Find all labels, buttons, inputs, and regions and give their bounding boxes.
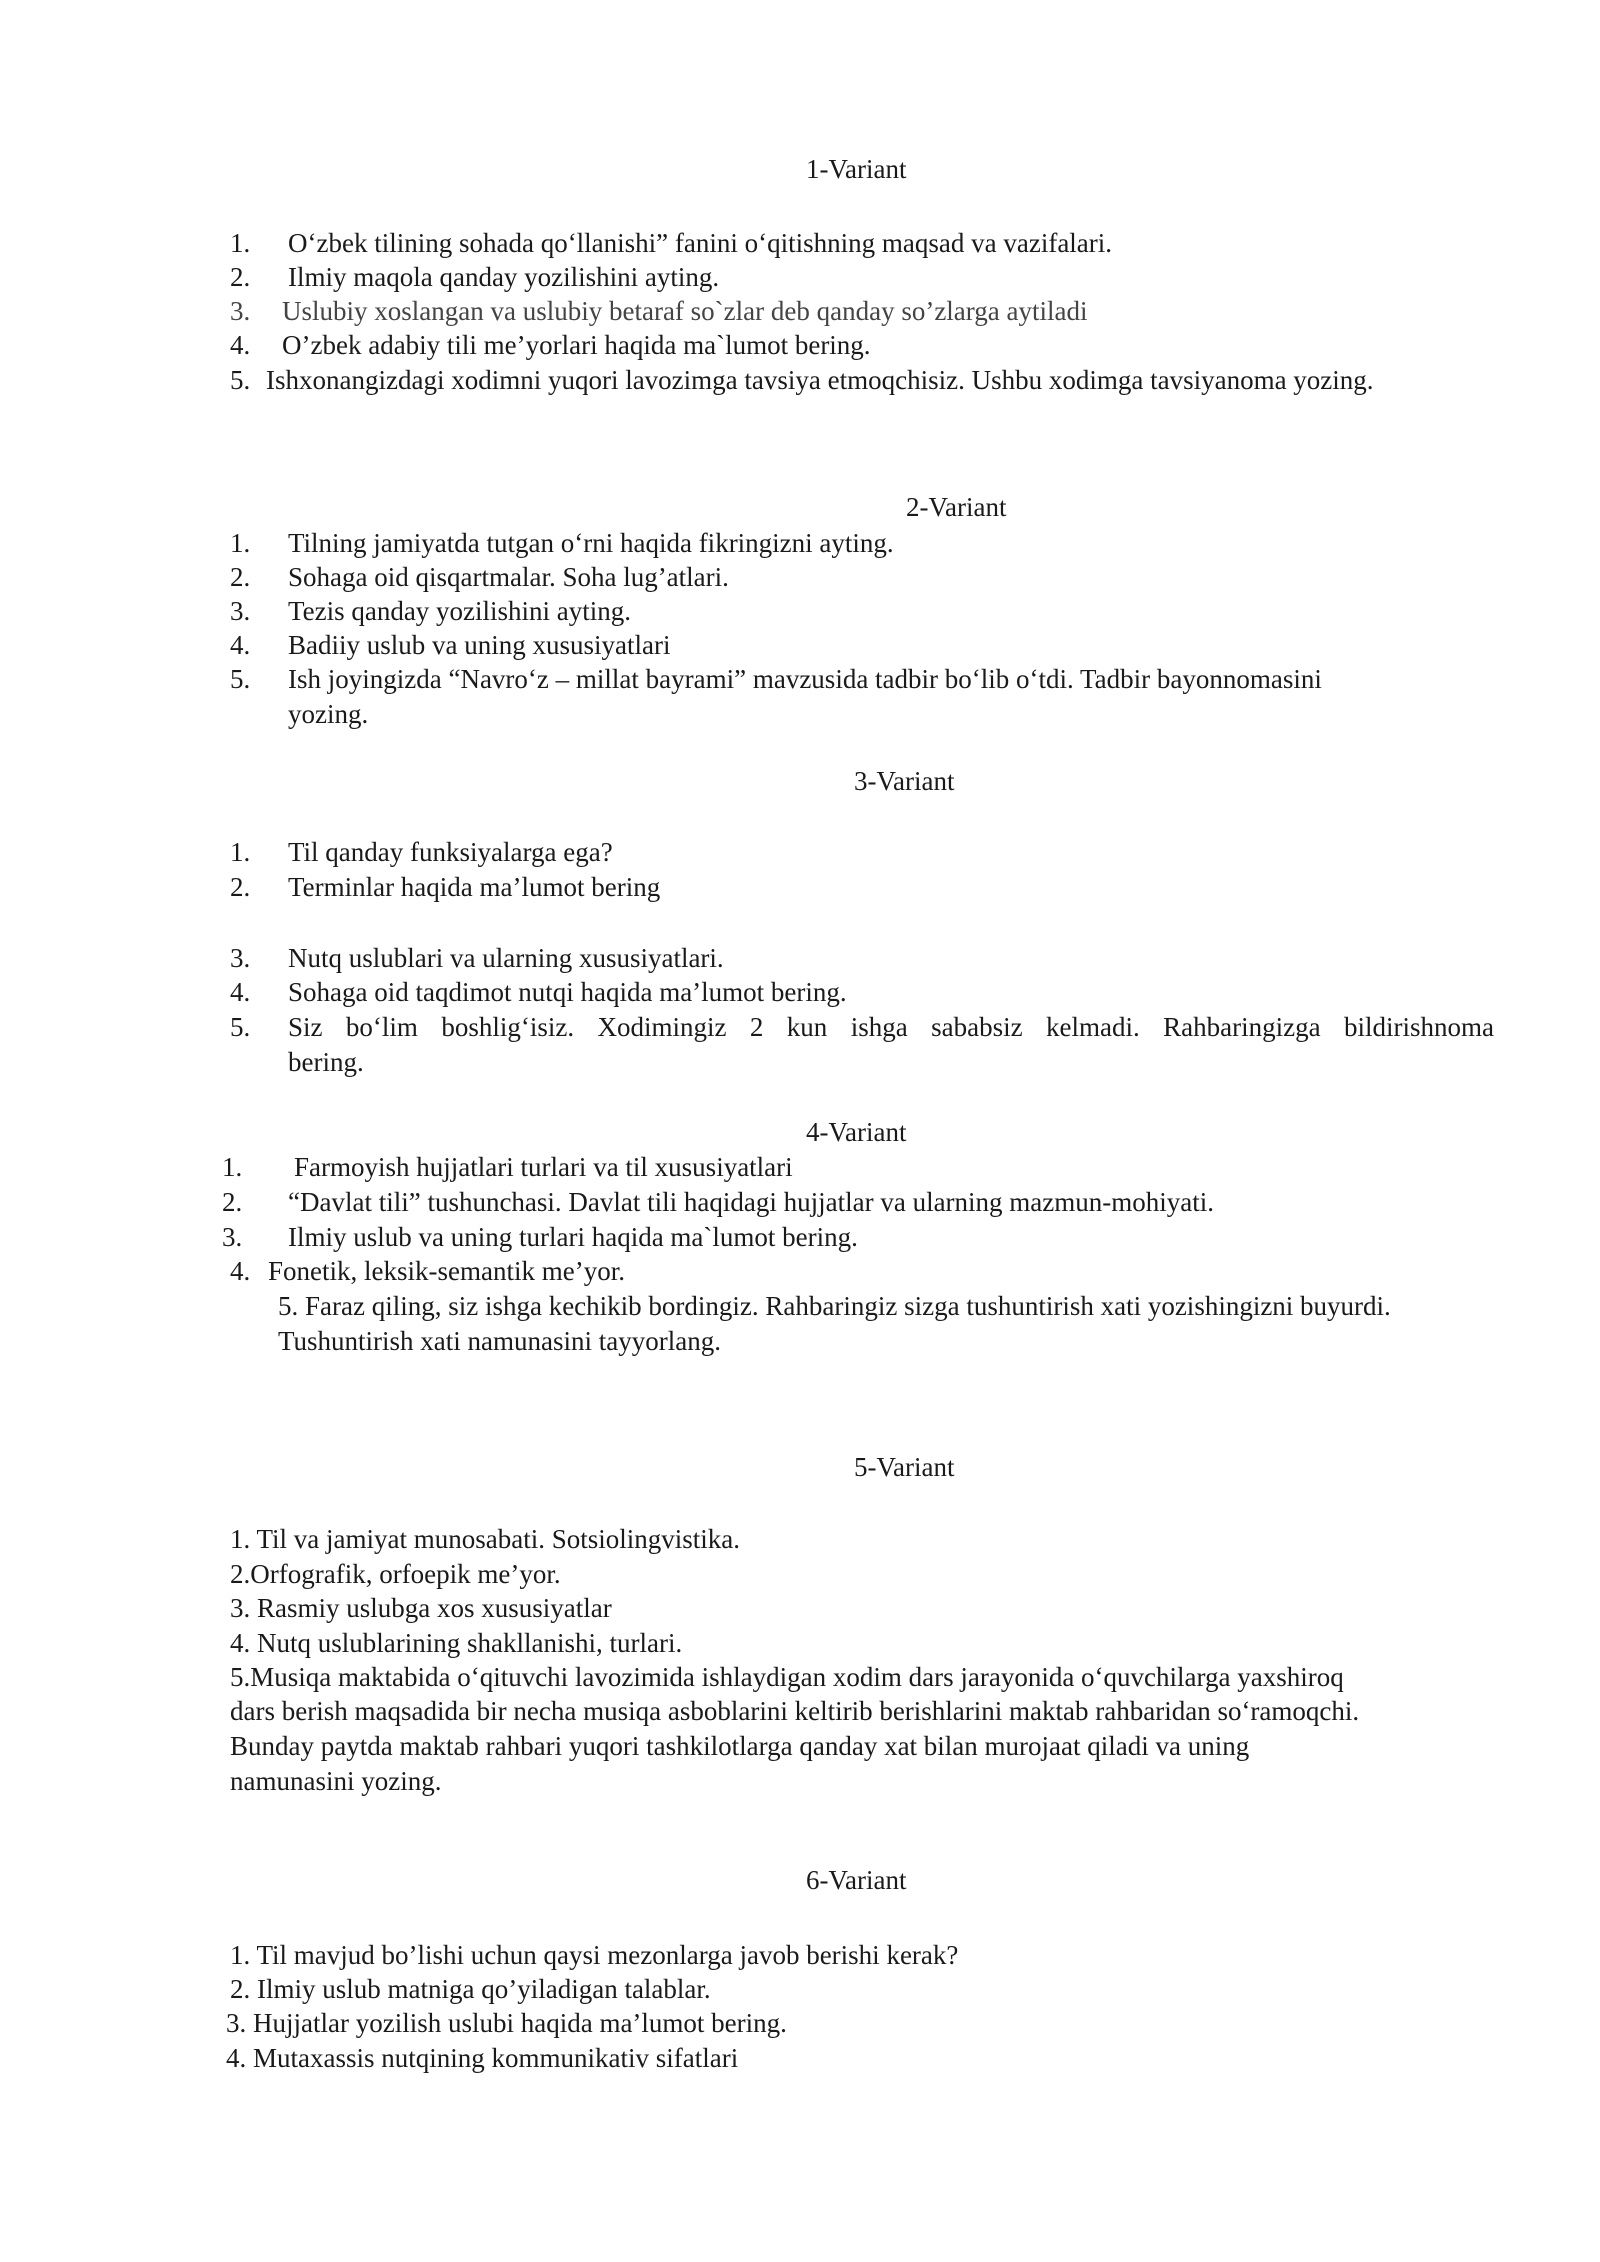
item-text: Sohaga oid qisqartmalar. Soha lug’atlari. xyxy=(288,562,729,592)
list-line: 3. Hujjatlar yozilish uslubi haqida ma’lumot bering. xyxy=(226,2008,787,2038)
item-text: Sohaga oid taqdimot nutqi haqida ma’lumot bering. xyxy=(288,977,847,1007)
item-text: Uslubiy xoslangan va uslubiy betaraf so`zlar deb qanday so’zlarga aytiladi xyxy=(282,296,1088,326)
item-number: 5. xyxy=(230,365,251,395)
list-line: Bunday paytda maktab rahbari yuqori tashkilotlarga qanday xat bilan murojaat qiladi va uning xyxy=(230,1731,1250,1761)
variant-heading: 6-Variant xyxy=(806,1865,907,1895)
item-text-continuation: yozing. xyxy=(288,699,369,729)
item-text: Badiiy uslub va uning xususiyatlari xyxy=(288,630,671,660)
item-text: Tezis qanday yozilishini ayting. xyxy=(288,596,632,626)
item-text: Fonetik, leksik-semantik me’yor. xyxy=(268,1256,625,1286)
item-number: 3. xyxy=(230,943,251,973)
variant-heading: 5-Variant xyxy=(854,1452,955,1482)
item-number: 2. xyxy=(222,1187,243,1217)
variant-heading: 4-Variant xyxy=(806,1117,907,1147)
list-line: 4. Mutaxassis nutqining kommunikativ sifatlari xyxy=(226,2043,739,2073)
list-line: 5.Musiqa maktabida o‘qituvchi lavozimida ishlaydigan xodim dars jarayonida o‘quvchilarga yaxshiroq xyxy=(230,1662,1344,1692)
item-number: 1. xyxy=(230,837,251,867)
item-number: 4. xyxy=(230,977,251,1007)
item-text: Farmoyish hujjatlari turlari va til xususiyatlari xyxy=(294,1152,793,1182)
item-text: Til qanday funksiyalarga ega? xyxy=(288,837,613,867)
list-line: 2.Orfografik, orfoepik me’yor. xyxy=(230,1559,561,1589)
variant-heading: 2-Variant xyxy=(906,492,1007,522)
item-text: O’zbek adabiy tili me’yorlari haqida ma`lumot bering. xyxy=(282,330,871,360)
item-number: 4. xyxy=(230,630,251,660)
item-number: 5. xyxy=(230,664,251,694)
item-text-continuation: Tushuntirish xati namunasini tayyorlang. xyxy=(278,1326,721,1356)
list-line: 1. Til va jamiyat munosabati. Sotsiolingvistika. xyxy=(230,1524,741,1554)
item-number: 4. xyxy=(230,330,251,360)
item-number: 1. xyxy=(230,528,251,558)
item-number: 1. xyxy=(222,1152,243,1182)
list-line: 2. Ilmiy uslub matniga qo’yiladigan talablar. xyxy=(230,1974,711,2004)
item-number: 1. xyxy=(230,228,251,258)
item-text: “Davlat tili” tushunchasi. Davlat tili haqidagi hujjatlar va ularning mazmun-mohiyati. xyxy=(288,1187,1215,1217)
item-text: Tilning jamiyatda tutgan o‘rni haqida fikringizni ayting. xyxy=(288,528,894,558)
list-line: dars berish maqsadida bir necha musiqa asboblarini keltirib berishlarini maktab rahbaridan so‘ramoqchi. xyxy=(230,1696,1360,1726)
item-text: Terminlar haqida ma’lumot bering xyxy=(288,872,661,902)
item-text: 5. Faraz qiling, siz ishga kechikib bordingiz. Rahbaringiz sizga tushuntirish xati yozishingizni buyurdi. xyxy=(278,1291,1391,1321)
item-text-continuation: bering. xyxy=(288,1047,364,1077)
variant-heading: 3-Variant xyxy=(854,766,955,796)
list-line: 3. Rasmiy uslubga xos xususiyatlar xyxy=(230,1593,612,1623)
item-number: 3. xyxy=(230,296,251,326)
variant-heading: 1-Variant xyxy=(806,154,907,184)
list-line: 4. Nutq uslublarining shakllanishi, turlari. xyxy=(230,1628,683,1658)
list-line: namunasini yozing. xyxy=(230,1766,442,1796)
item-number: 4. xyxy=(230,1256,251,1286)
list-line: 1. Til mavjud bo’lishi uchun qaysi mezonlarga javob berishi kerak? xyxy=(230,1940,959,1970)
item-text: O‘zbek tilining sohada qo‘llanishi” fanini o‘qitishning maqsad va vazifalari. xyxy=(288,228,1113,258)
item-text: Ilmiy maqola qanday yozilishini ayting. xyxy=(288,262,720,292)
item-number: 2. xyxy=(230,872,251,902)
item-text: Siz bo‘lim boshlig‘isiz. Xodimingiz 2 kun ishga sababsiz kelmadi. Rahbaringizga bildirishnoma xyxy=(288,1012,1494,1042)
item-text: Ish joyingizda “Navro‘z – millat bayrami” mavzusida tadbir bo‘lib o‘tdi. Tadbir bayonnomasini xyxy=(288,664,1322,694)
item-text: Nutq uslublari va ularning xususiyatlari. xyxy=(288,943,724,973)
item-text: Ilmiy uslub va uning turlari haqida ma`lumot bering. xyxy=(288,1222,858,1252)
item-number: 3. xyxy=(230,596,251,626)
item-number: 2. xyxy=(230,262,251,292)
item-text: Ishxonangizdagi xodimni yuqori lavozimga tavsiya etmoqchisiz. Ushbu xodimga tavsiyanoma yozing. xyxy=(266,365,1374,395)
item-number: 2. xyxy=(230,562,251,592)
item-number: 3. xyxy=(222,1222,243,1252)
item-number: 5. xyxy=(230,1012,251,1042)
